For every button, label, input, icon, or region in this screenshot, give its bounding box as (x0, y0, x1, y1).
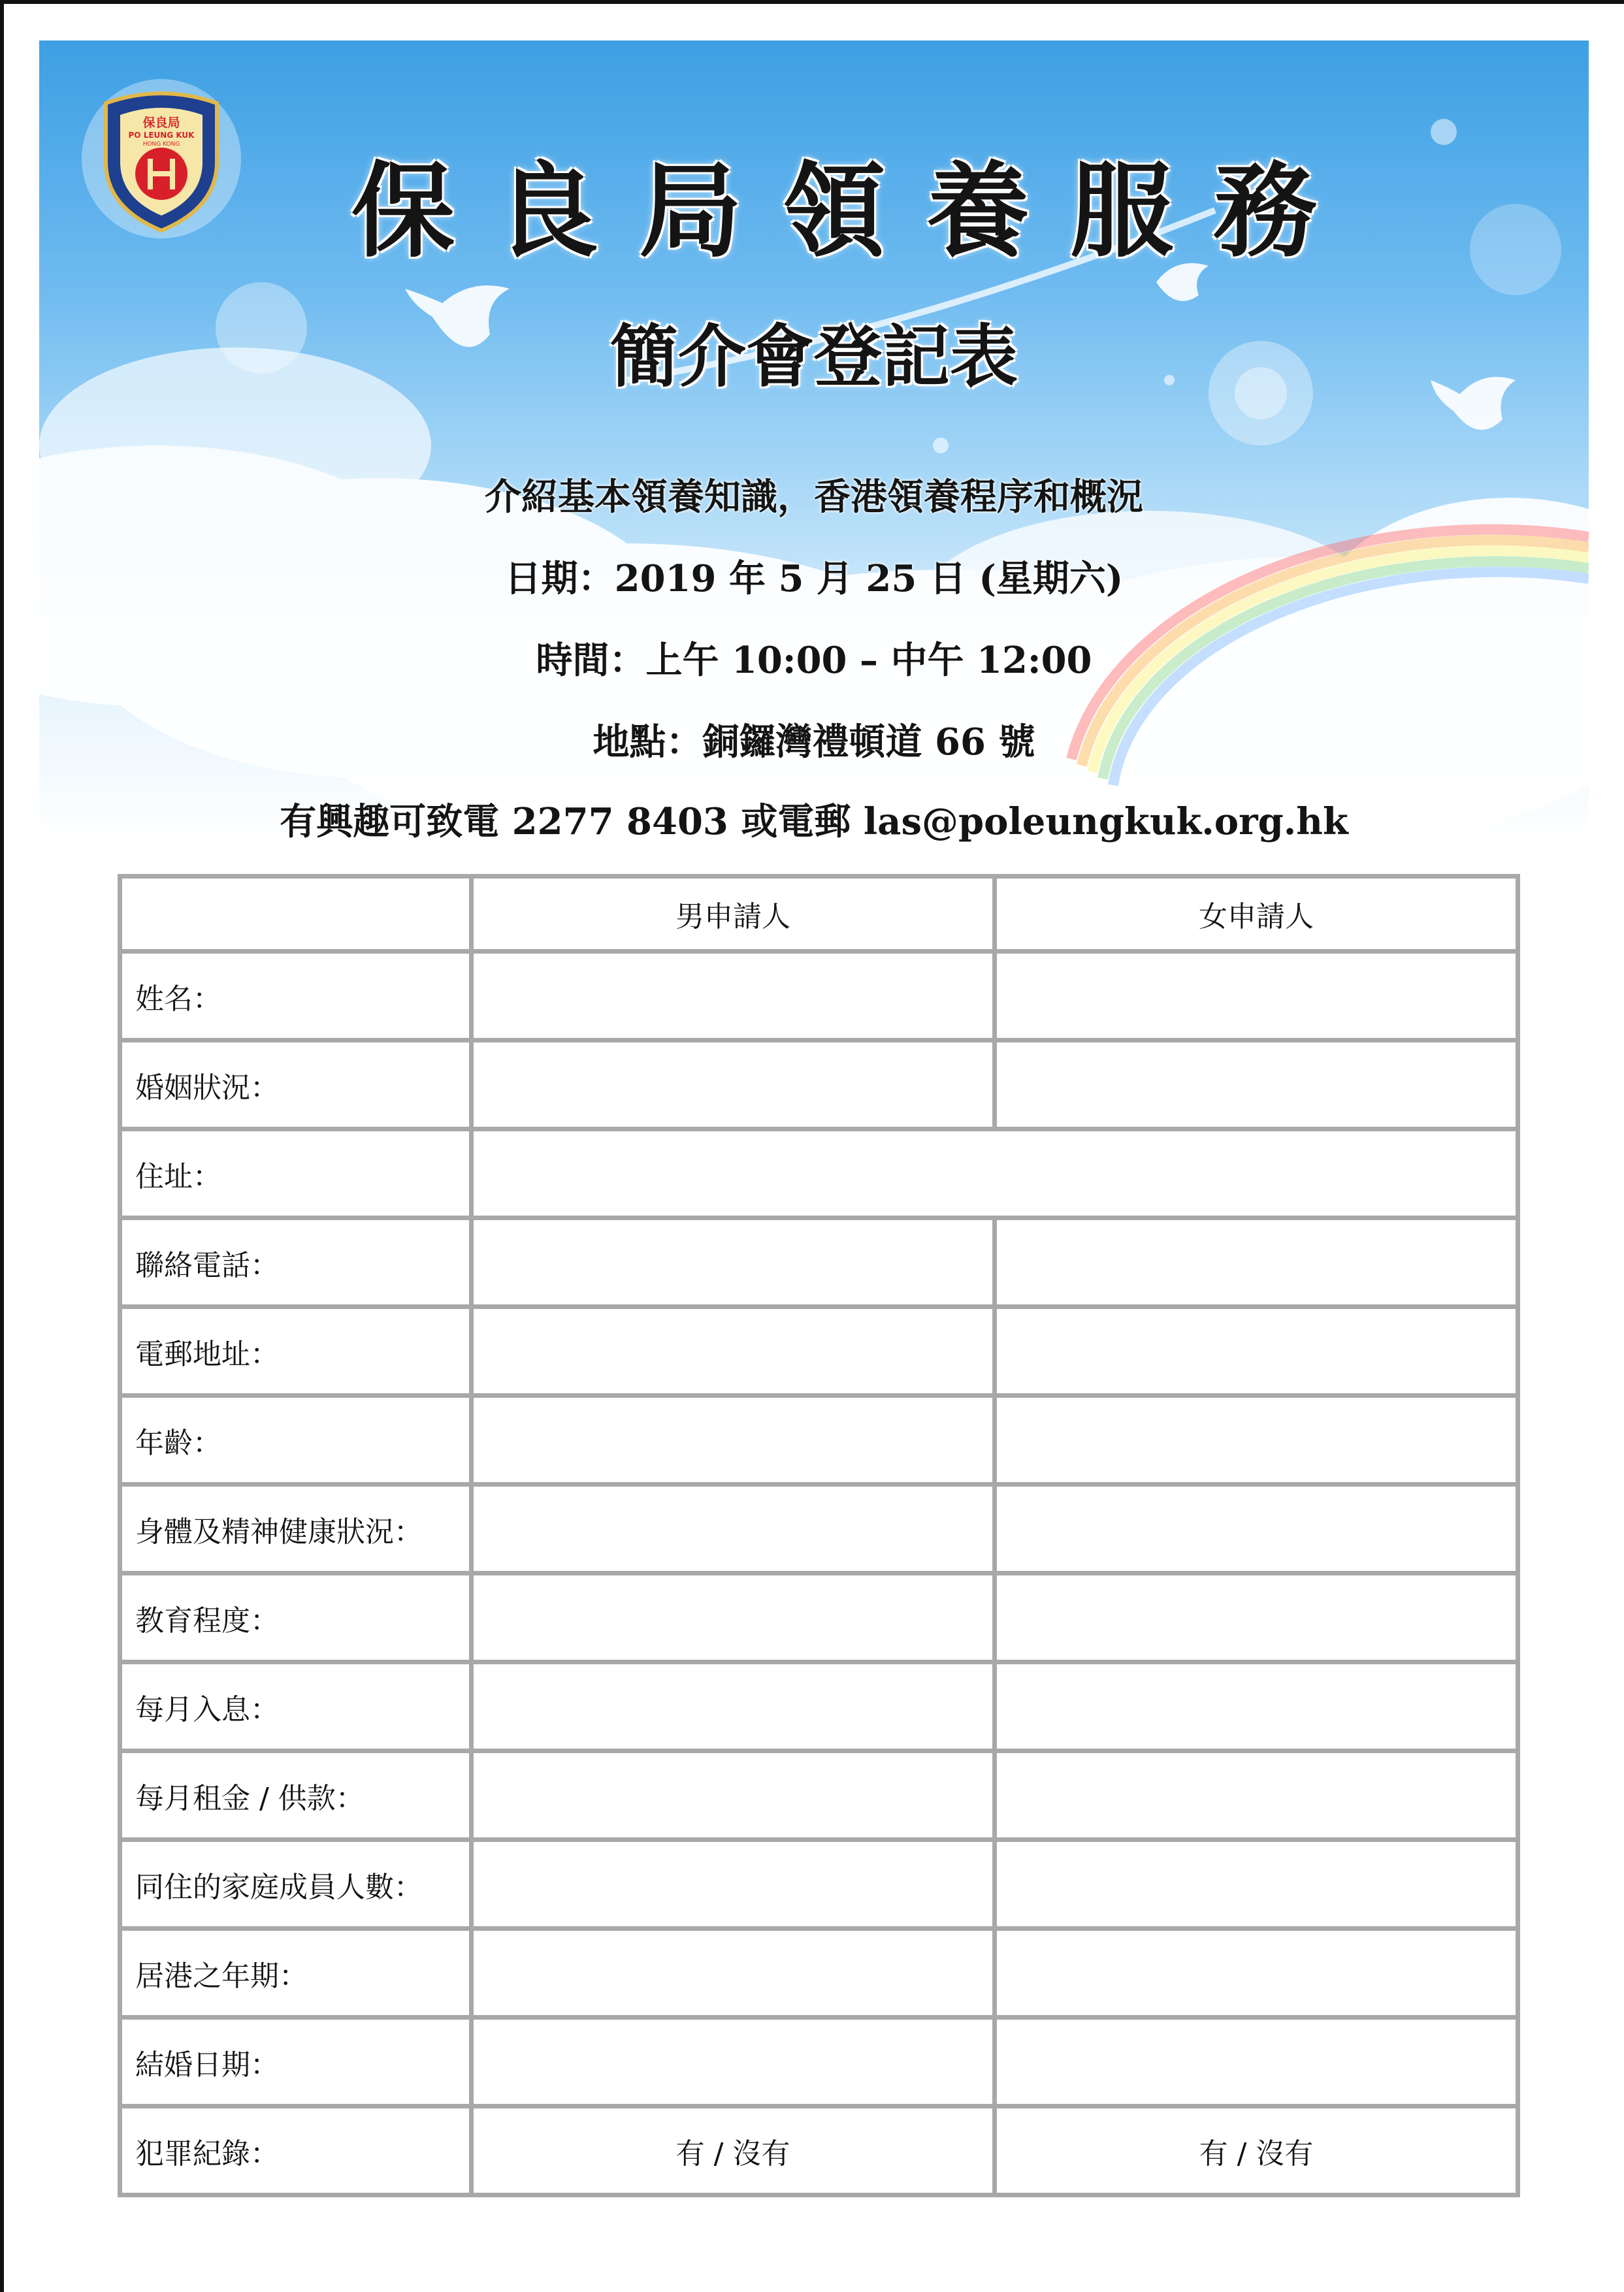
table-row-email (120, 1307, 1518, 1396)
table-row-address (120, 1129, 1518, 1218)
row-label-education: 教育程度： (120, 1574, 472, 1662)
row-label-address: 住址： (120, 1129, 472, 1218)
page-edge-top (0, 0, 1624, 4)
male-education-field[interactable] (472, 1574, 995, 1662)
female-criminal-record-option[interactable]: 有 / 沒有 (995, 2106, 1518, 2195)
table-row-criminal-record (120, 2106, 1518, 2195)
info-date: 日期：2019 年 5 月 25 日 (星期六) (504, 557, 1124, 600)
male-phone-field[interactable] (472, 1218, 995, 1307)
table-row-education (120, 1574, 1518, 1662)
registration-form-table (118, 874, 1520, 2197)
row-label-email: 電郵地址： (120, 1307, 472, 1396)
row-label-rent: 每月租金 / 供款： (120, 1751, 472, 1840)
header-banner (39, 40, 1589, 844)
female-household-field[interactable] (995, 1840, 1518, 1929)
female-health-field[interactable] (995, 1485, 1518, 1574)
female-education-field[interactable] (995, 1574, 1518, 1662)
table-row-marital-status (120, 1041, 1518, 1129)
male-marriage-date-field[interactable] (472, 2018, 995, 2106)
row-label-income: 每月入息： (120, 1662, 472, 1751)
row-label-residence-years: 居港之年期： (120, 1929, 472, 2018)
female-marriage-date-field[interactable] (995, 2018, 1518, 2106)
male-household-field[interactable] (472, 1840, 995, 1929)
address-field[interactable] (472, 1129, 1518, 1218)
female-age-field[interactable] (995, 1396, 1518, 1485)
page-title: 保良局領養服務 (351, 152, 1357, 272)
male-rent-field[interactable] (472, 1751, 995, 1840)
row-label-household: 同住的家庭成員人數： (120, 1840, 472, 1929)
male-criminal-record-option[interactable]: 有 / 沒有 (472, 2106, 995, 2195)
info-venue: 地點：銅鑼灣禮頓道 66 號 (593, 720, 1035, 764)
male-email-field[interactable] (472, 1307, 995, 1396)
row-label-health: 身體及精神健康狀況： (120, 1485, 472, 1574)
table-row-phone (120, 1218, 1518, 1307)
male-income-field[interactable] (472, 1662, 995, 1751)
table-row-health (120, 1485, 1518, 1574)
female-phone-field[interactable] (995, 1218, 1518, 1307)
male-marital-status-field[interactable] (472, 1041, 995, 1129)
male-residence-years-field[interactable] (472, 1929, 995, 2018)
female-email-field[interactable] (995, 1307, 1518, 1396)
male-name-field[interactable] (472, 952, 995, 1041)
row-label-criminal-record: 犯罪紀錄： (120, 2106, 472, 2195)
table-row-rent (120, 1751, 1518, 1840)
table-row-household (120, 1840, 1518, 1929)
table-row-income (120, 1662, 1518, 1751)
row-label-name: 姓名： (120, 952, 472, 1041)
info-description: 介紹基本領養知識，香港領養程序和概況 (485, 476, 1143, 519)
row-label-phone: 聯絡電話： (120, 1218, 472, 1307)
row-label-marital-status: 婚姻狀況： (120, 1041, 472, 1129)
female-rent-field[interactable] (995, 1751, 1518, 1840)
table-header-row (120, 877, 1518, 952)
row-label-age: 年齡： (120, 1396, 472, 1485)
logo-text-middle: PO LEUNG KUK (128, 131, 195, 140)
header-cell-empty (120, 877, 472, 952)
logo-text-bottom: HONG KONG (142, 141, 180, 148)
table-row-age (120, 1396, 1518, 1485)
info-contact: 有興趣可致電 2277 8403 或電郵 las@poleungkuk.org.hk (280, 800, 1348, 843)
logo-text-top: 保良局 (142, 116, 180, 130)
male-age-field[interactable] (472, 1396, 995, 1485)
row-label-marriage-date: 結婚日期： (120, 2018, 472, 2106)
page-subtitle: 簡介會登記表 (609, 317, 1018, 396)
table-row-name (120, 952, 1518, 1041)
female-name-field[interactable] (995, 952, 1518, 1041)
female-income-field[interactable] (995, 1662, 1518, 1751)
female-marital-status-field[interactable] (995, 1041, 1518, 1129)
info-time: 時間：上午 10:00 – 中午 12:00 (536, 639, 1092, 682)
female-residence-years-field[interactable] (995, 1929, 1518, 2018)
male-health-field[interactable] (472, 1485, 995, 1574)
header-male-applicant: 男申請人 (472, 877, 995, 952)
table-row-residence-years (120, 1929, 1518, 2018)
header-female-applicant: 女申請人 (995, 877, 1518, 952)
table-row-marriage-date (120, 2018, 1518, 2106)
page-edge-left (0, 0, 4, 2292)
